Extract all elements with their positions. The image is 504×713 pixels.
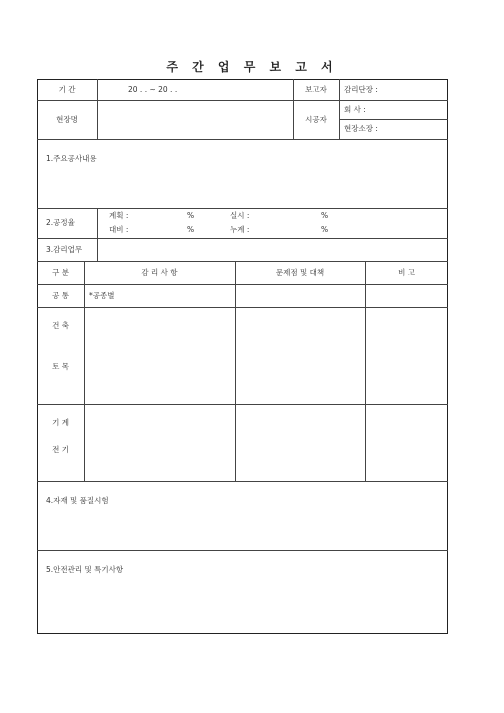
table-header-category: 구 분 xyxy=(52,268,69,277)
site-manager-label[interactable]: 현장소장 : xyxy=(344,124,378,133)
col-divider xyxy=(365,261,366,481)
row-architecture-label: 건 축 xyxy=(52,321,69,330)
row-divider xyxy=(37,139,448,140)
section-progress: 2.공정율 xyxy=(46,218,75,227)
row-common-note: *공종별 xyxy=(89,291,115,300)
page-title: 주 간 업 무 보 고 서 xyxy=(166,60,338,74)
table-header-remarks: 비 고 xyxy=(398,268,415,277)
supervisor-label[interactable]: 감리단장 : xyxy=(344,85,378,94)
site-name-label: 현장명 xyxy=(56,115,78,124)
progress-cumulative-label: 누계 : xyxy=(230,225,250,234)
table-header-supervision-items: 감 리 사 항 xyxy=(141,268,178,277)
row-divider xyxy=(37,404,448,405)
company-label[interactable]: 회 사 : xyxy=(344,105,366,114)
row-divider xyxy=(37,208,448,209)
progress-ratio-label: 대비 : xyxy=(109,225,129,234)
row-divider xyxy=(339,119,448,120)
row-divider xyxy=(37,238,448,239)
col-divider xyxy=(235,261,236,481)
col-divider xyxy=(97,79,98,139)
progress-actual-label: 실시 : xyxy=(230,211,250,220)
progress-plan-label: 계획 : xyxy=(109,211,129,220)
row-divider xyxy=(37,284,448,285)
row-civil-label: 토 목 xyxy=(52,362,69,371)
col-divider xyxy=(339,79,340,139)
row-common-label: 공 통 xyxy=(52,291,69,300)
row-divider xyxy=(37,261,448,262)
progress-ratio-unit: % xyxy=(187,225,195,234)
col-divider xyxy=(97,208,98,261)
section-supervision: 3.감리업무 xyxy=(46,245,83,254)
row-electrical-label: 전 기 xyxy=(52,445,69,454)
progress-plan-unit: % xyxy=(187,211,195,220)
row-divider xyxy=(37,550,448,551)
section-materials: 4.자재 및 품질시험 xyxy=(46,496,109,505)
period-value[interactable]: 20 . . ~ 20 . . xyxy=(128,85,178,94)
row-mechanical-label: 기 계 xyxy=(52,418,69,427)
row-divider xyxy=(37,307,448,308)
reporter-label: 보고자 xyxy=(305,85,327,94)
period-label: 기 간 xyxy=(58,85,76,94)
progress-cumulative-unit: % xyxy=(321,225,329,234)
row-divider xyxy=(37,481,448,482)
section-safety: 5.안전관리 및 특기사항 xyxy=(46,565,124,574)
section-main-work: 1.주요공사내용 xyxy=(46,154,97,163)
progress-actual-unit: % xyxy=(321,211,329,220)
contractor-label: 시공자 xyxy=(305,115,327,124)
col-divider xyxy=(84,261,85,481)
table-header-issues: 문제점 및 대책 xyxy=(275,268,325,277)
row-divider xyxy=(37,100,448,101)
